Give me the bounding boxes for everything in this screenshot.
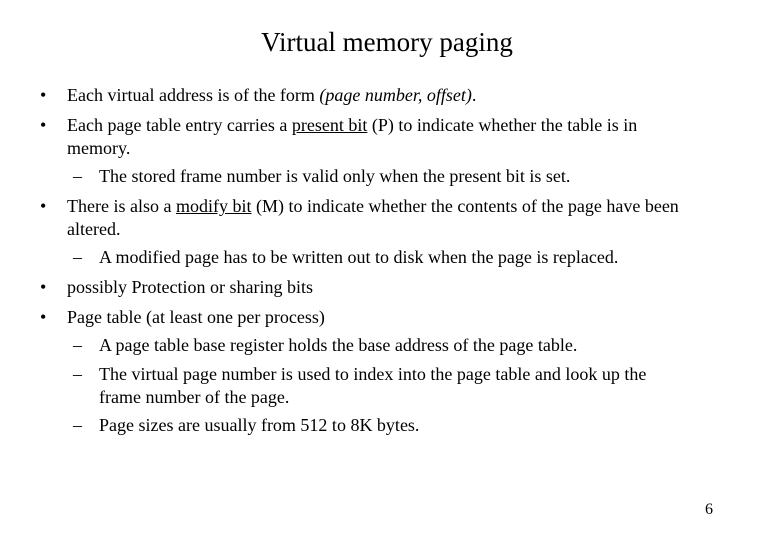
text-span: Each page table entry carries a — [67, 115, 292, 135]
bullet-item-line — [67, 218, 120, 240]
text-span: (page number, offset) — [319, 85, 472, 105]
bullet-item-line — [40, 195, 679, 217]
sub-bullet-item-line — [73, 246, 619, 268]
text-span: A modified page has to be written out to disk when the page is replaced. — [99, 247, 619, 267]
bullet-item-line — [40, 306, 325, 328]
text-span: (M) to indicate whether the contents of the page have been — [251, 196, 679, 216]
text-span: Page table (at least one per process) — [67, 307, 325, 327]
text-span: Page sizes are usually from 512 to 8K bytes. — [99, 415, 420, 435]
text-span: possibly Protection or sharing bits — [67, 277, 313, 297]
slide-title: Virtual memory paging — [261, 27, 513, 57]
sub-bullet-item-line — [73, 414, 420, 436]
sub-bullet-item-line — [73, 165, 571, 187]
bullet-item-line — [67, 137, 130, 159]
sub-bullet-item-line — [73, 334, 578, 356]
text-span: frame number of the page. — [99, 387, 290, 407]
bullet-marker: • — [40, 196, 47, 216]
bullet-item-line — [40, 114, 638, 136]
dash-marker: – — [73, 364, 82, 384]
bullet-item-line — [40, 84, 477, 106]
page-number: 6 — [705, 501, 713, 518]
text-span: Each virtual address is of the form — [67, 85, 320, 105]
text-span: modify bit — [175, 196, 252, 216]
bullet-marker: • — [40, 85, 47, 105]
text-span: The virtual page number is used to index into the page table and look up the — [99, 364, 647, 384]
bullet-marker: • — [40, 277, 47, 297]
text-span: (P) to indicate whether the table is in — [367, 115, 638, 135]
text-span: altered. — [67, 219, 121, 239]
dash-marker: – — [73, 335, 82, 355]
text-span: The stored frame number is valid only when the present bit is set. — [99, 166, 571, 186]
dash-marker: – — [73, 166, 82, 186]
sub-bullet-item-line — [99, 386, 289, 408]
bullet-marker: • — [40, 115, 47, 135]
bullet-marker: • — [40, 307, 47, 327]
bullet-item-line — [40, 276, 313, 298]
sub-bullet-item-line — [73, 363, 647, 385]
text-span: A page table base register holds the base address of the page table. — [99, 335, 578, 355]
text-span: . — [471, 85, 477, 105]
text-span: memory. — [67, 138, 131, 158]
dash-marker: – — [73, 247, 82, 267]
text-span: present bit — [291, 115, 368, 135]
text-span: There is also a — [67, 196, 176, 216]
dash-marker: – — [73, 415, 82, 435]
